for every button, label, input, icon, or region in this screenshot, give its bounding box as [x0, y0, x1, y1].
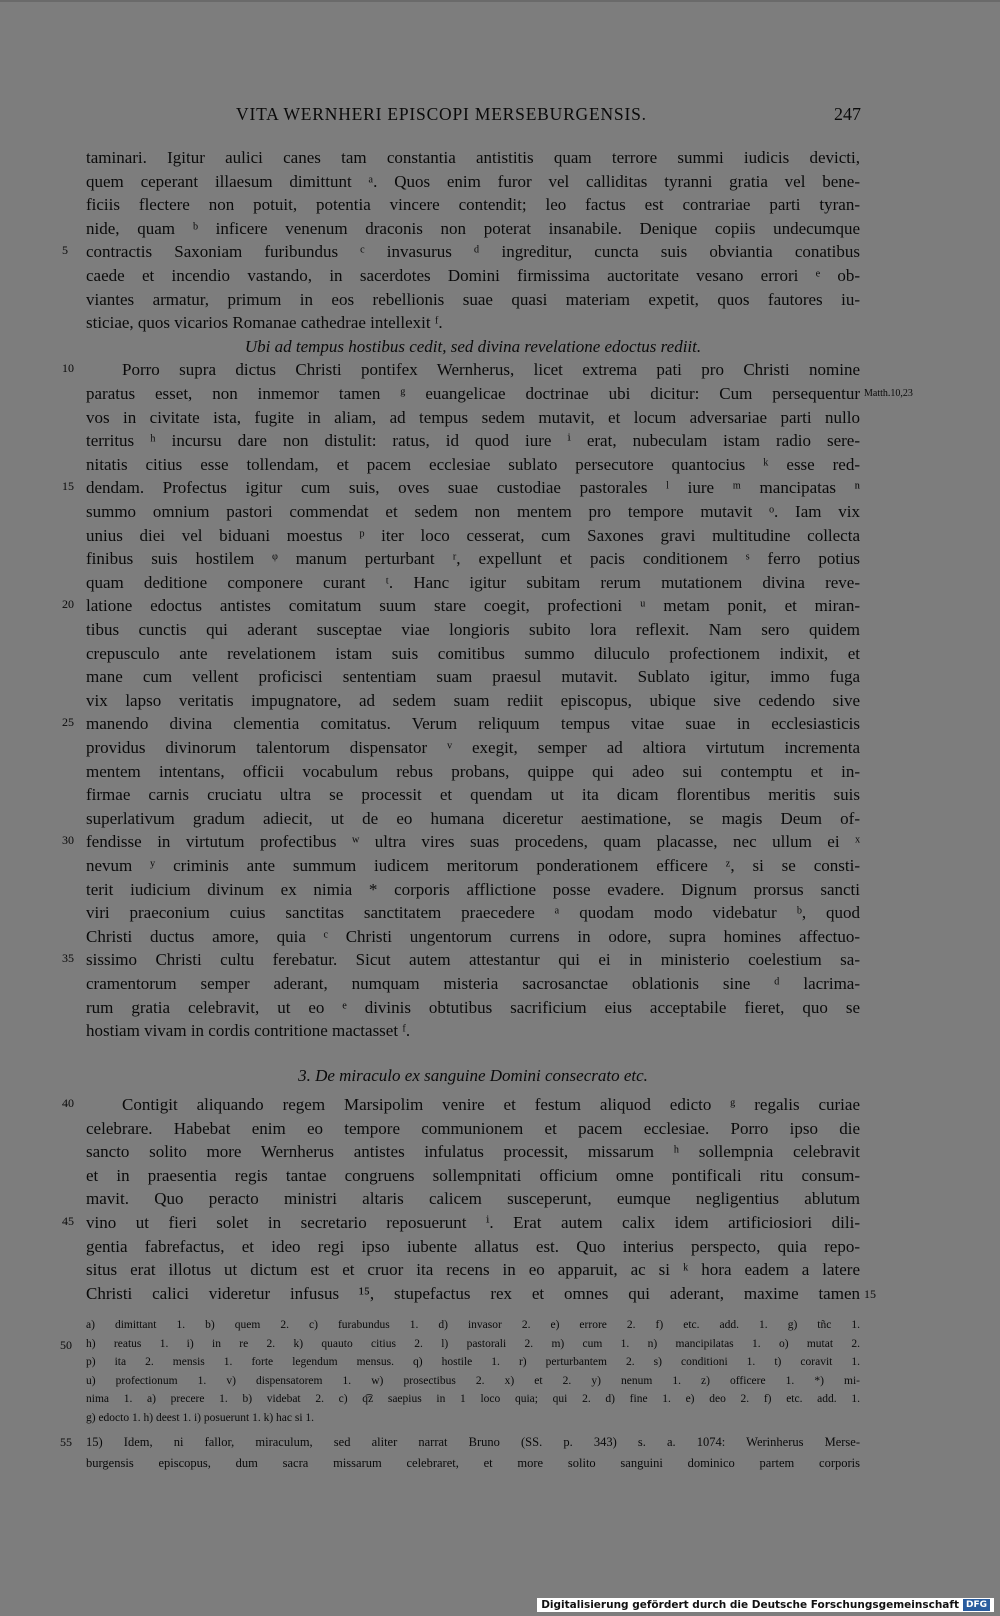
line-number: 35 [62, 951, 74, 966]
text-line: dendam. Profectus igitur cum suis, oves suae custodiae pastorales ˡ iure ᵐ mancipatas ⁿ [86, 478, 860, 498]
text-line: viantes armatur, primum in eos rebellionis suae quasi materiam expetit, quos fautores iu- [86, 289, 860, 309]
text-line: hostiam vivam in cordis contritione mactasset ᶠ. [86, 1021, 411, 1041]
text-line: quam deditione componere curant ᵗ. Hanc igitur subitam rerum mutationem divina reve- [86, 572, 860, 592]
text-line: crepusculo ante revelationem istam suis comitibus summo diluculo profectionem indixit, et [86, 643, 860, 663]
dfg-logo-icon: DFG [963, 1599, 990, 1611]
text-line: sancto solito more Wernherus antistes infulatus processit, missarum ʰ sollempnia celebravit [86, 1142, 860, 1162]
text-line: nevum ʸ criminis ante summum iudicem meritorum ponderationem efficere ᶻ, si se consti- [86, 856, 860, 875]
text-line: 15) Idem, ni fallor, miraculum, sed aliter narrat Bruno (SS. p. 343) s. a. 1074: Werinherus Merse- [86, 1435, 860, 1449]
margin-note-number: 15 [864, 1286, 876, 1301]
page-number: 247 [834, 104, 861, 124]
text-line: vino ut fieri solet in secretario reposuerunt ⁱ. Erat autem calix idem artificiosiori dili- [86, 1213, 860, 1232]
text-line: nima 1. a) precere 1. b) videbat 2. c) q͡z saepius in 1 loco quia; qui 2. d) fine 1. e) deo 2. f) etc. add. 1. [86, 1393, 860, 1406]
text-line: rum gratia celebravit, ut eo ᵉ divinis obtutibus sacrificium eius acceptabile fieret, quo se [86, 997, 860, 1017]
text-line: finibus suis hostilem ᵠ manum perturbant ʳ, expellunt et pacis conditionem ˢ ferro potius [86, 549, 860, 569]
text-line: mavit. Quo peracto ministri altaris calicem susceperunt, eumque negligentius ablutum [86, 1189, 860, 1209]
credit-text: Digitalisierung gefördert durch die Deutsche Forschungsgemeinschaft [541, 1599, 959, 1611]
text-line: sticiae, quos vicarios Romanae cathedrae intellexit ᶠ. [86, 313, 443, 333]
text-line: taminari. Igitur aulici canes tam constantia antistitis quam terrore summi iudicis devicti, [86, 148, 860, 167]
text-line: situs erat illotus ut dictum est et cruor ita recens in eo apparuit, ac si ᵏ hora eadem a latere [86, 1260, 860, 1280]
text-line: paratus esset, non inmemor tamen ᵍ euangelicae doctrinae ubi dicitur: Cum persequentur [86, 384, 860, 403]
text-line: Ubi ad tempus hostibus cedit, sed divina revelatione edoctus rediit. [244, 336, 702, 356]
text-line: et in praesentia regis tantae congruens sollempnitati officium omne pontificali ritu consum- [86, 1165, 860, 1185]
section-heading: 3. De miraculo ex sanguine Domini consecrato etc. [298, 1066, 648, 1085]
text-line: burgensis episcopus, dum sacra missarum celebraret, et more solito sanguini dominico partem corporis [86, 1455, 860, 1470]
text-line: vos in civitate ista, fugite in aliam, ad tempus sedem mutavit, et locum adversariae parti nullo [86, 407, 860, 427]
text-line: ficiis flectere non potuit, potentia vincere contendit; leo factus est contrariae parti tyran- [86, 195, 860, 215]
text-line: nitatis citius esse tollendam, et pacem ecclesiae sublato persecutore quantocius ᵏ esse red- [86, 454, 860, 474]
text-line: firmae carnis cruciatu ultra se processit et quendam ut ita dicam florentibus meritis suis [86, 785, 860, 805]
text-line: terit iudicium divinum ex nimia * corporis afflictione posse evadere. Dignum prorsus sancti [86, 879, 860, 899]
line-number: 10 [62, 361, 74, 376]
text-line: nide, quam ᵇ inficere venenum draconis non poterat insanabile. Denique copiis undecumque [86, 218, 860, 238]
line-number: 40 [62, 1096, 74, 1110]
text-line: vix lapso veritatis impugnatore, ad sedem suam rediit episcopus, ubique sive cedendo sive [86, 690, 860, 710]
text-line: a) dimittant 1. b) quem 2. c) furabundus 1. d) invasor 2. e) errore 2. f) etc. add. 1. g) tñc 1. [86, 1319, 860, 1331]
running-title: VITA WERNHERI EPISCOPI MERSEBURGENSIS. [236, 104, 647, 124]
text-line: fendisse in virtutum profectibus ʷ ultra vires suas procedens, quam placasse, nec ullum ei ˣ [86, 832, 860, 852]
line-number: 50 [60, 1337, 72, 1352]
text-line: providus divinorum talentorum dispensator ᵛ exegit, semper ad altiora virtutum incrementa [86, 738, 860, 757]
text-line: sissimo Christi cultu ferebatur. Sicut autem attestantur qui ei in ministerio coelestium sa- [86, 950, 860, 970]
text-line: cramentorum semper aderant, numquam misteria sacrosanctae oblationis sine ᵈ lacrima- [86, 974, 860, 993]
margin-reference: Matth.10,23 [864, 388, 913, 399]
text-line: contractis Saxoniam furibundus ᶜ invasurus ᵈ ingreditur, cuncta suis obviantia conatibus [86, 242, 860, 262]
line-number: 45 [62, 1214, 74, 1228]
text-line: mane cum vellent proficisci sententiam suam praesul mutavit. Sublato igitur, immo fuga [86, 667, 860, 687]
text-line: manendo divina clementia comitatus. Verum reliquum tempus vitae suae in ecclesiasticis [86, 714, 860, 734]
running-header [86, 104, 861, 134]
text-line: u) profectionum 1. v) dispensatorem 1. w) prosectibus 2. x) et 2. y) nenum 1. z) officere 1. *) mi- [86, 1374, 860, 1387]
text-line: superlativum gradum adiecit, ut de eo humana diceretur aestimatione, se magis Deum of- [86, 808, 860, 828]
text-line: quem ceperant illaesum dimittunt ᵃ. Quos enim furor vel calliditas tyranni gratia vel bene- [86, 171, 860, 191]
page-edge [0, 0, 1000, 2]
digitization-credit [537, 1598, 994, 1612]
text-line: viri praeconium cuius sanctitas sanctitatem praecedere ᵃ quodam modo videbatur ᵇ, quod [86, 903, 860, 923]
line-number: 20 [62, 597, 74, 612]
text-line: mentem intentans, officii vocabulum rebus probans, quippe qui adeo sui contemptu et in- [86, 761, 860, 781]
line-number: 25 [62, 715, 74, 730]
line-number: 5 [62, 243, 68, 258]
text-line: g) edocto 1. h) deest 1. i) posuerunt 1. k) hac si 1. [86, 1412, 315, 1424]
text-line: celebrare. Habebat enim eo tempore communionem et pacem ecclesiae. Porro ipso die [86, 1118, 860, 1138]
text-line: Contigit aliquando regem Marsipolim venire et festum aliquod edicto ᵍ regalis curiae [122, 1095, 860, 1114]
text-line: unius diei vel biduani moestus ᵖ iter loco cesserat, cum Saxones gravi multitudine collecta [86, 525, 860, 545]
text-line: tibus cunctis qui aderant susceptae viae longioris subito lora reflexit. Nam sero quidem [86, 620, 860, 639]
text-line: h) reatus 1. i) in re 2. k) quauto citius 2. l) pastorali 2. m) cum 1. n) mancipilatas 1. o) mutat 2. [86, 1337, 860, 1350]
text-line: summo omnium pastori commendat et sedem non mentem pro tempore mutavit ᵒ. Iam vix [86, 502, 860, 521]
text-line: Porro supra dictus Christi pontifex Wernherus, licet extrema pati pro Christi nomine [122, 360, 860, 380]
text-line: territus ʰ incursu dare non distulit: ratus, id quod iure ⁱ erat, nubeculam istam radio sere- [86, 431, 860, 451]
line-number: 30 [62, 833, 74, 848]
line-number: 55 [60, 1435, 72, 1449]
text-line: gentia fabrefactus, et ideo regi ipso iubente allatus est. Quo interius perspecto, quia repo- [86, 1236, 860, 1256]
text-line: latione edoctus antistes comitatum suum stare coegit, profectioni ᵘ metam ponit, et miran- [86, 596, 860, 616]
text-line: p) ita 2. mensis 1. forte legendum mensus. q) hostile 1. r) perturbantem 2. s) conditioni 1. t) coravit 1. [86, 1356, 860, 1369]
text-line: Christi calici videretur infusus ¹⁵, stupefactus rex et omnes qui aderant, maxime tamen [86, 1283, 860, 1303]
text-line: caede et incendio vastando, in sacerdotes Domini firmissima auctoritate vesano errori ᵉ ob- [86, 266, 860, 285]
text-line: Christi ductus amore, quia ᶜ Christi ungentorum currens in odore, supra homines affectuo- [86, 926, 860, 946]
line-number: 15 [62, 479, 74, 494]
